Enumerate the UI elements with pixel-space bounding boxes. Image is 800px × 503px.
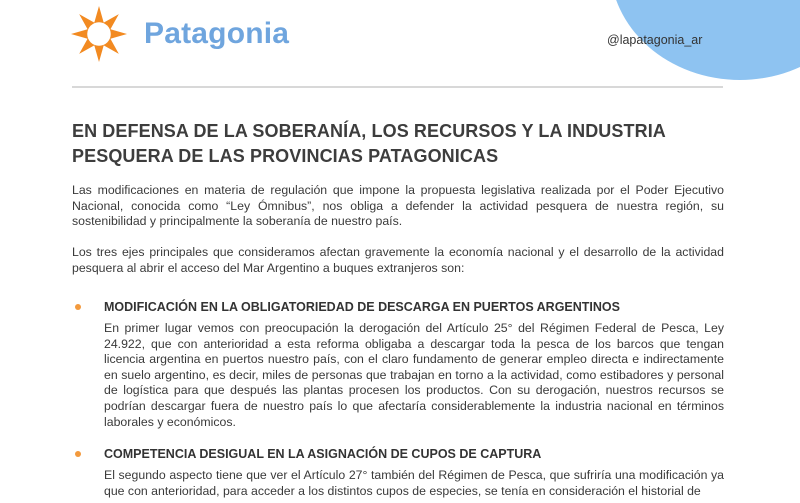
section-text: En primer lugar vemos con preocupación la derogación del Artículo 25° del Régimen Federal de Pesca, Ley 24.922, que con anterioridad a esta reforma obligaba a descargar toda la pesca de los barcos que tengan licencia argentina en puertos nuestro país, con el claro fundamento de generar empleo directa e indirectamente en suelo argentino, es decir, miles de personas que trabajan en torno a la actividad, como estibadores y personal de logística para que después las plantas procesen los productos. Con su derogación, nuestros recursos se podrían descargar fuera de nuestro país lo que afectaría considerablemente la industria nacional en términos laborales y económicos.: [104, 321, 724, 429]
document-title: EN DEFENSA DE LA SOBERANÍA, LOS RECURSOS Y LA INDUSTRIA PESQUERA DE LAS PROVINCIAS PATAGONICAS: [72, 121, 666, 166]
section-heading: MODIFICACIÓN EN LA OBLIGATORIEDAD DE DESCARGA EN PUERTOS ARGENTINOS: [104, 300, 620, 314]
header-divider: [72, 86, 723, 88]
ejes-paragraph: Los tres ejes principales que consideramos afectan gravemente la economía nacional y el desarrollo de la actividad pesquera al abrir el acceso del Mar Argentino a buques extranjeros son:: [72, 245, 724, 275]
brand-logo: [71, 5, 289, 63]
intro-paragraph: Las modificaciones en materia de regulación que impone la propuesta legislativa realizada por el Poder Ejecutivo Nacional, conocida como “Ley Ómnibus”, nos obliga a defender la actividad pesquera de nuestra región, su sostenibilidad y principalmente la soberanía de nuestro país.: [72, 183, 724, 229]
brand-name: Patagonia: [144, 17, 290, 50]
section-text: El segundo aspecto tiene que ver el Artículo 27° también del Régimen de Pesca, que sufriría una modificación ya que con anterioridad, para acceder a los distintos cupos de especies, se tenía en consideración el historial de: [104, 468, 724, 498]
orange-star-logo-icon: [71, 6, 127, 62]
social-handle: @lapatagonia_ar: [607, 33, 703, 47]
section-heading: COMPETENCIA DESIGUAL EN LA ASIGNACIÓN DE CUPOS DE CAPTURA: [104, 447, 542, 461]
bullet-icon: [75, 451, 81, 457]
bullet-icon: [75, 304, 81, 310]
